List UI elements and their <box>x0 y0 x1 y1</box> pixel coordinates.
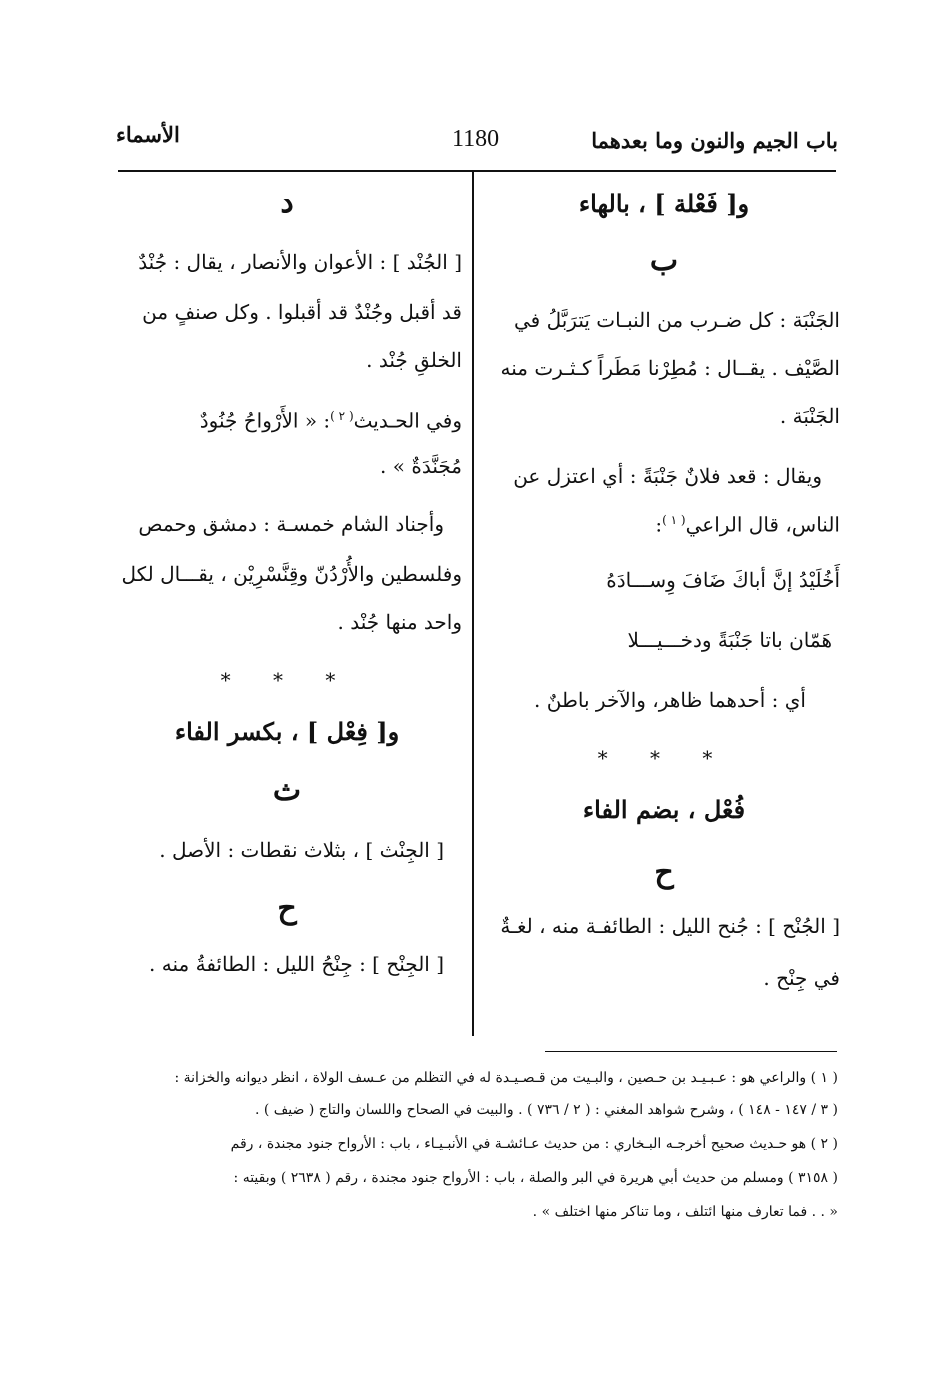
entry-janba-line2: الصَّيْف . يقــال : مُطِرْنا مَطَراً كـثـرت منه <box>500 356 840 380</box>
footnote-2-line2: ( ٣١٥٨ ) ومسلم من حديث أبي هريرة في البر والصلة ، باب : الأرواح جنود مجندة ، رقم ( ٢٦٣٨ ) وبقيته : <box>233 1170 838 1186</box>
entry-janba2-line1: ويقال : قعد فلانٌ جَنْبَةً : أي اعتزل عن <box>513 464 822 488</box>
section-heading-fiel: و[ فِعْل ] ، بكسر الفاء <box>174 717 400 746</box>
footnote-ref-2: ( ٢ ) <box>330 409 354 423</box>
footnote-ref-1: ( ١ ) <box>662 513 686 527</box>
entry-jund-line1: [ الجُنْد ] : الأعوان والأنصار ، يقال : جُنْدٌ <box>138 250 462 274</box>
verse-line1: أَخُلَيْدُ إنَّ أباكَ ضَافَ وِســـادَهُ <box>606 568 840 592</box>
letter-heading-d: د <box>280 185 294 220</box>
letter-heading-th: ث <box>272 773 302 808</box>
entry-janba-line1: الجَنْبَة : كل ضـرب من النبـات يَترَبَّلُ في <box>514 308 840 332</box>
letter-heading-h: ح <box>654 855 674 890</box>
page-number: 1180 <box>452 126 500 152</box>
entry-ajnad-line1: وأجناد الشام خمسـة : دمشق وحمص <box>138 512 444 536</box>
entry-jinth: [ الجِنْث ] ، بثلاث نقطات : الأصل . <box>159 838 444 862</box>
entry-janba2-text: الناس، قال الراعي <box>685 512 840 537</box>
hadith-line2: مُجَنَّدَةٌ » . <box>380 454 462 478</box>
right-column <box>488 0 840 1040</box>
footnote-2-line3: « . . فما تعارف منها ائتلف ، وما تناكر منها اختلف » . <box>532 1204 838 1220</box>
running-head-left: الأسماء <box>116 122 180 147</box>
left-column <box>112 0 462 1040</box>
footnote-rule <box>545 1051 837 1052</box>
entry-junh-line2: في جِنْح . <box>763 966 840 990</box>
letter-heading-b: ب <box>649 243 679 278</box>
hadith-intro: وفي الحـديث <box>353 408 462 433</box>
hadith-quote-start: : « الأَرْواحُ جُنُودٌ <box>199 408 331 433</box>
section-heading-fuel: فُعْل ، بضم الفاء <box>582 795 746 824</box>
footnote-1-line2: ( ٣ / ١٤٧ - ١٤٨ ) ، وشرح شواهد المغني : ( ٢ / ٧٣٦ ) . والبيت في الصحاح واللسان والتاج ( ضيف ) . <box>254 1102 838 1118</box>
entry-ajnad-line2: وفلسطين والأُرْدُنّ وقِنَّسْرِيْن ، يقـــال لكل <box>121 562 462 586</box>
section-separator: * * * <box>220 668 354 692</box>
entry-jinh: [ الجِنْح ] : جِنْحُ الليل : الطائفةُ منه . <box>149 952 444 976</box>
letter-heading-h: ح <box>277 891 297 926</box>
hadith-line1 <box>200 410 462 431</box>
column-rule <box>472 170 474 1036</box>
entry-junh-line1: [ الجُنْح ] : جُنح الليل : الطائفـة منه ، لغـةٌ <box>500 914 840 938</box>
entry-janba2-line2 <box>655 514 840 535</box>
verse-explanation: أي : أحدهما ظاهر، والآخر باطنٌ . <box>534 688 806 712</box>
entry-jund-line2: قد أقبل وجُنْدٌ قد أقبلوا . وكل صنفٍ من <box>142 300 462 324</box>
footnote-2-line1: ( ٢ ) هو حـديث صحيح أخرجـه البـخاري : من حديث عـائشـة في الأنبـيـاء ، باب : الأرواح جنود مجندة ، رقم <box>230 1136 838 1152</box>
entry-janba2-colon: : <box>655 512 663 537</box>
footnote-1-line1: ( ١ ) والراعي هو : عـبـيـد بن حـصين ، والبـيت من قـصـيـدة له في التظلم من عـسف الولاة ، انظر ديوانه والخزانة : <box>174 1070 838 1086</box>
entry-ajnad-line3: واحد منها جُنْد . <box>337 610 462 634</box>
running-head-right: باب الجيم والنون وما بعدهما <box>591 128 838 153</box>
verse-line2: هَمّان باتا جَنْبَةً ودخـــيـــلا <box>627 628 832 652</box>
section-heading-fala: و[ فَعْلة ] ، بالهاء <box>578 189 750 218</box>
entry-jund-line3: الخلقِ جُنْد . <box>366 348 462 372</box>
entry-janba-line3: الجَنْبَة . <box>779 404 840 428</box>
section-separator: * * * <box>597 746 731 770</box>
